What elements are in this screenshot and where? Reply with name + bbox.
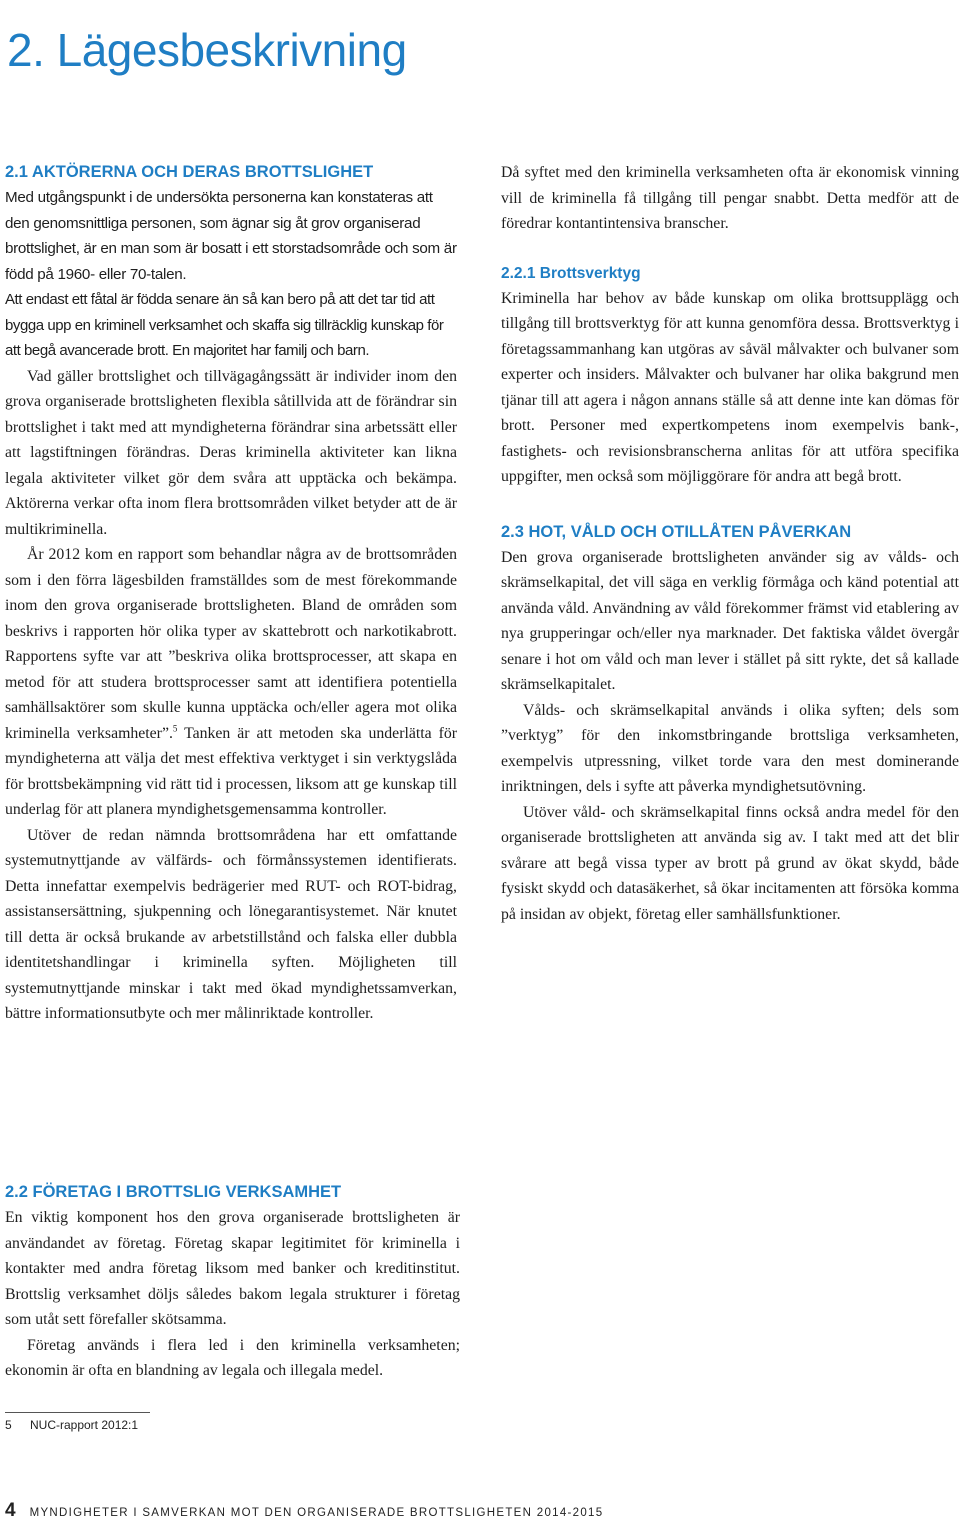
section-heading-2-2: 2.2 FÖRETAG I BROTTSLIG VERKSAMHET (5, 1183, 342, 1201)
spacer (501, 490, 959, 520)
section-2-2 (5, 1180, 460, 1384)
body-paragraph: Utöver de redan nämnda brottsområdena har ett omfattande systemutnyttjande av välfärds- och förmånssystemen identifierats. Detta innefattar exempelvis bedrägerier med RUT- och ROT-bidrag, assistansersättning, sjukpenning och lönegarantisystemet. När knutet till detta är också brukande av arbetstillstånd och falska eller dubbla identitetshandlingar i kriminella syften. Möjligheten till systemutnyttjande minskar i takt med ökad myndighetssamverkan, bättre informationsutbyte och mer målinriktade kontroller. (5, 826, 457, 1022)
page-title: 2. Lägesbeskrivning (7, 24, 407, 76)
body-paragraph: Utöver våld- och skrämselkapital finns också andra medel för den organiserade brottsligheten att använda sig av. I takt med att det blir svårare att begå vissa typer av brott på grund av ökat skydd, både fysiskt skydd och datasäkerhet, så ökar incitamenten att försöka komma på insidan av objekt, företag eller samhällsfunktioner. (501, 803, 959, 923)
spacer (501, 237, 959, 261)
subsection-heading-2-2-1: 2.2.1 Brottsverktyg (501, 264, 641, 282)
page-footer (5, 1500, 603, 1522)
condensed-paragraph: Att endast ett fåtal är födda senare än så kan bero på att det tar tid att bygga upp en kriminell verksamhet och skaffa sig tillräcklig kunskap för att begå avancerade brott. En majoritet har familj och barn. (5, 291, 444, 359)
body-paragraph (5, 542, 457, 823)
intro-paragraph: Med utgångspunkt i de undersökta personerna kan konstateras att den genomsnittliga personen, som ägnar sig åt grov organiserad brottslighet, är en man som är bosatt i ett storstadsområde och som är född på 1960- eller 70-talen. (5, 189, 457, 283)
body-paragraph: Kriminella har behov av både kunskap om olika brottsupplägg och tillgång till brottsverktyg för att kunna genomföra dessa. Brottsverktyg i företagssammanhang kan utgöras av såväl målvakter och bulvaner som experter och insiders. Målvakter och bulvaner har olika bakgrund men tjänar till att agera i någon annans ställe så att denne inte kan dömas för brott. Personer med expertkompetens inom exempelvis bank-, fastighets- och revisionsbranscherna anlitas för att utföra specifika uppgifter, men också som möjliggörare för andra att begå brott. (501, 289, 959, 485)
section-heading-2-1: 2.1 AKTÖRERNA OCH DERAS BROTTSLIGHET (5, 163, 374, 181)
body-paragraph: Vad gäller brottslighet och tillvägagångssätt är individer inom den grova organiserade brottsligheten flexibla såtillvida att de förändrar sin brottslighet i takt med att myndigheterna förändrar sina arbetssätt eller att lagstiftningen förändras. Deras kriminella aktiviteter kan likna legala aktiviteter vilket gör dem svåra att upptäcka och bekämpa. Aktörerna verkar ofta inom flera brottsområden vilket betyder att de är multikriminella. (5, 367, 457, 538)
body-paragraph: En viktig komponent hos den grova organiserade brottsligheten är användandet av företag. Företag skapar legitimitet för kriminella i kontakter med andra företag liksom med banker och kreditinstitut. Brottslig verksamhet döljs således bakom legala strukturer i företag som utåt sett förefaller skötsamma. (5, 1209, 460, 1328)
footnote-reference: 5 (172, 723, 178, 734)
footnote-text: NUC-rapport 2012:1 (30, 1418, 139, 1432)
right-column (501, 160, 959, 927)
body-paragraph: Den grova organiserade brottsligheten använder sig av vålds- och skrämselkapital, det vill säga en verklig förmåga och känd potential att använda våld. Användning av våld förekommer främst vid etablering av nya grupperingar och/eller nya marknader. Det faktiska våldet övergår senare i hot om våld och man lever i stället på sitt rykte, det så kallade skrämselkapitalet. (501, 548, 959, 693)
body-paragraph: Företag används i flera led i den kriminella verksamheten; ekonomin är ofta en blandning av legala och illegala medel. (5, 1336, 460, 1379)
running-title: MYNDIGHETER I SAMVERKAN MOT DEN ORGANISERADE BROTTSLIGHETEN 2014-2015 (29, 1507, 604, 1519)
body-paragraph: Då syftet med den kriminella verksamheten ofta är ekonomisk vinning vill de kriminella få tillgång till pengar snabbt. Detta medför att de föredrar kontantintensiva branscher. (501, 164, 959, 232)
page-number: 4 (5, 1500, 16, 1521)
footnote-number: 5 (5, 1418, 12, 1432)
footnote (5, 1418, 138, 1432)
footnote-divider (5, 1412, 150, 1413)
body-text: Tanken är att metoden ska underlätta för myndigheterna att välja det mest effektiva verktyget i sin verktygslåda för brottsbekämpning vid rätt tid i processen, liksom att ge kunskap till underlag för att planera myndighetsgemensamma kontroller. (5, 724, 457, 818)
body-text: År 2012 kom en rapport som behandlar några av de brottsområden som i den förra lägesbilden framställdes som de mest förekommande inom den grova organiserade brottsligheten. Bland de områden som beskrivs i rapporten hör olika typer av skattebrott och narkotikabrott. Rapportens syfte var att ”beskriva olika brottsprocesser, att skapa en metod för att studera brottsprocesser samt att identifiera potentiella samhällsaktörer som skulle kunna upptäcka och/eller agera mot olika kriminella verksamheter”. (5, 546, 457, 742)
left-column (5, 160, 457, 1027)
section-heading-2-3: 2.3 HOT, VÅLD OCH OTILLÅTEN PÅVERKAN (501, 522, 852, 541)
body-paragraph: Vålds- och skrämselkapital används i olika syften; dels som ”verktyg” för den inkomstbringande brottsliga verksamheten, exempelvis utpressning, vilket torde vara den mest dominerande inriktningen, dels i syfte att påverka myndighetsutövning. (501, 701, 959, 795)
